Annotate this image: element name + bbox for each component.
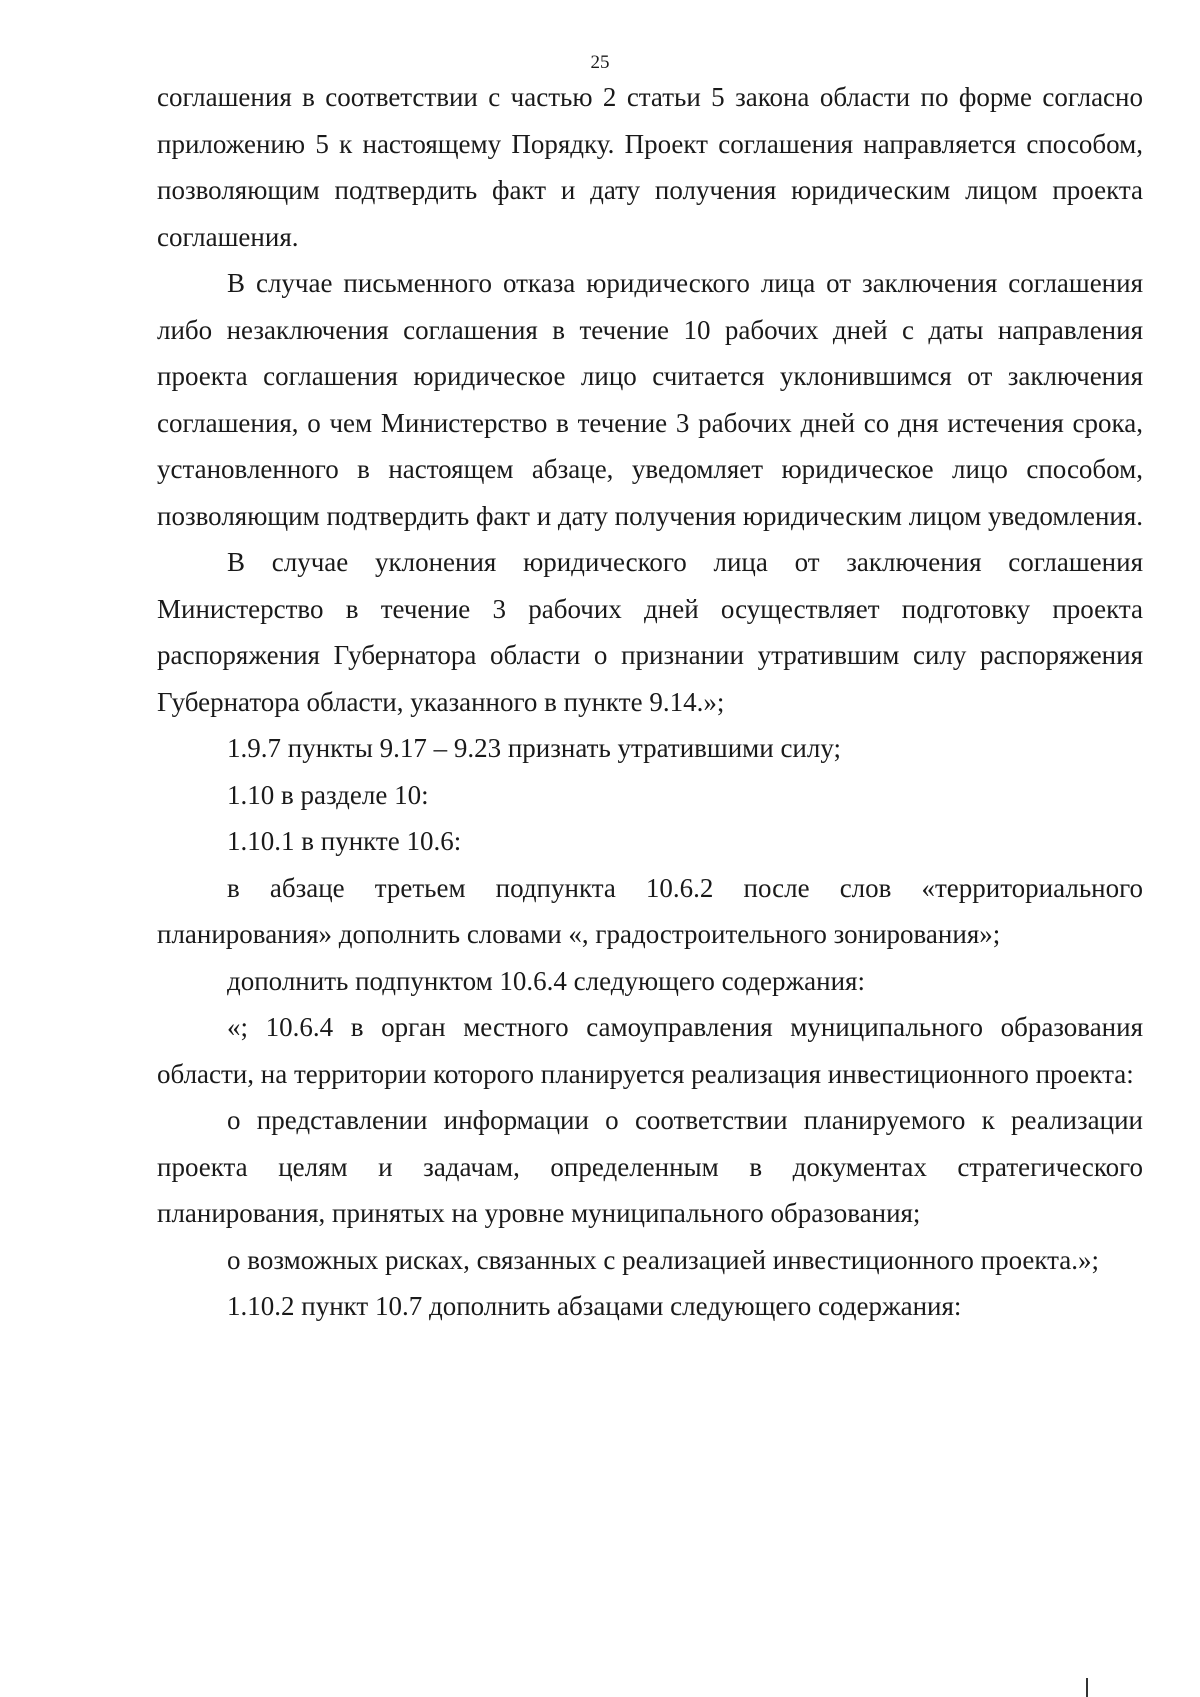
paragraph-item-1-10: 1.10 в разделе 10:: [227, 779, 429, 810]
paragraph-continuation: соглашения в соответствии с частью 2 статьи 5 закона области по форме согласно приложению 5 к настоящему Порядку. Проект соглашения направляется способом, позволяющим подтвердить факт и дату получения юридическим лицом проекта соглашения.: [157, 82, 1143, 252]
page-number: 25: [590, 52, 610, 73]
paragraph-quote-10-6-4: «; 10.6.4 в орган местного самоуправления муниципального образования области, на территории которого планируется реализация инвестиционного проекта:: [157, 1012, 1143, 1089]
paragraph-item-1-10-2: 1.10.2 пункт 10.7 дополнить абзацами следующего содержания:: [227, 1291, 962, 1321]
paragraph-add-10-6-4: дополнить подпунктом 10.6.4 следующего содержания:: [227, 965, 865, 996]
paragraph-evasion: В случае уклонения юридического лица от заключения соглашения Министерство в течение 3 рабочих дней осуществляет подготовку проекта распоряжения Губернатора области о признании утратившим силу распоряжения Губернатора области, указанного в пункте 9.14.»;: [157, 547, 1143, 717]
scan-mark: [1086, 1678, 1088, 1697]
paragraph-info-request: о представлении информации о соответствии планируемого к реализации проекта целям и задачам, определенным в документах стратегического планирования, принятых на уровне муниципального образования;: [157, 1105, 1143, 1228]
paragraph-item-1-9-7: 1.9.7 пункты 9.17 – 9.23 признать утратившими силу;: [227, 733, 841, 763]
paragraph-risks: о возможных рисках, связанных с реализацией инвестиционного проекта.»;: [227, 1244, 1100, 1275]
paragraph-refusal: В случае письменного отказа юридического лица от заключения соглашения либо незаключения соглашения в течение 10 рабочих дней с даты направления проекта соглашения юридическое лицо считается уклонившимся от заключения соглашения, о чем Министерство в течение 3 рабочих дней со дня истечения срока, установленного в настоящем абзаце, уведомляет юридическое лицо способом, позволяющим подтвердить факт и дату получения юридическим лицом уведомления.: [157, 268, 1144, 531]
document-body: [157, 74, 1143, 1330]
paragraph-amend-10-6-2: в абзаце третьем подпункта 10.6.2 после слов «территориального планирования» дополнить словами «, градостроительного зонирования»;: [157, 872, 1143, 949]
paragraph-item-1-10-1: 1.10.1 в пункте 10.6:: [227, 826, 462, 856]
